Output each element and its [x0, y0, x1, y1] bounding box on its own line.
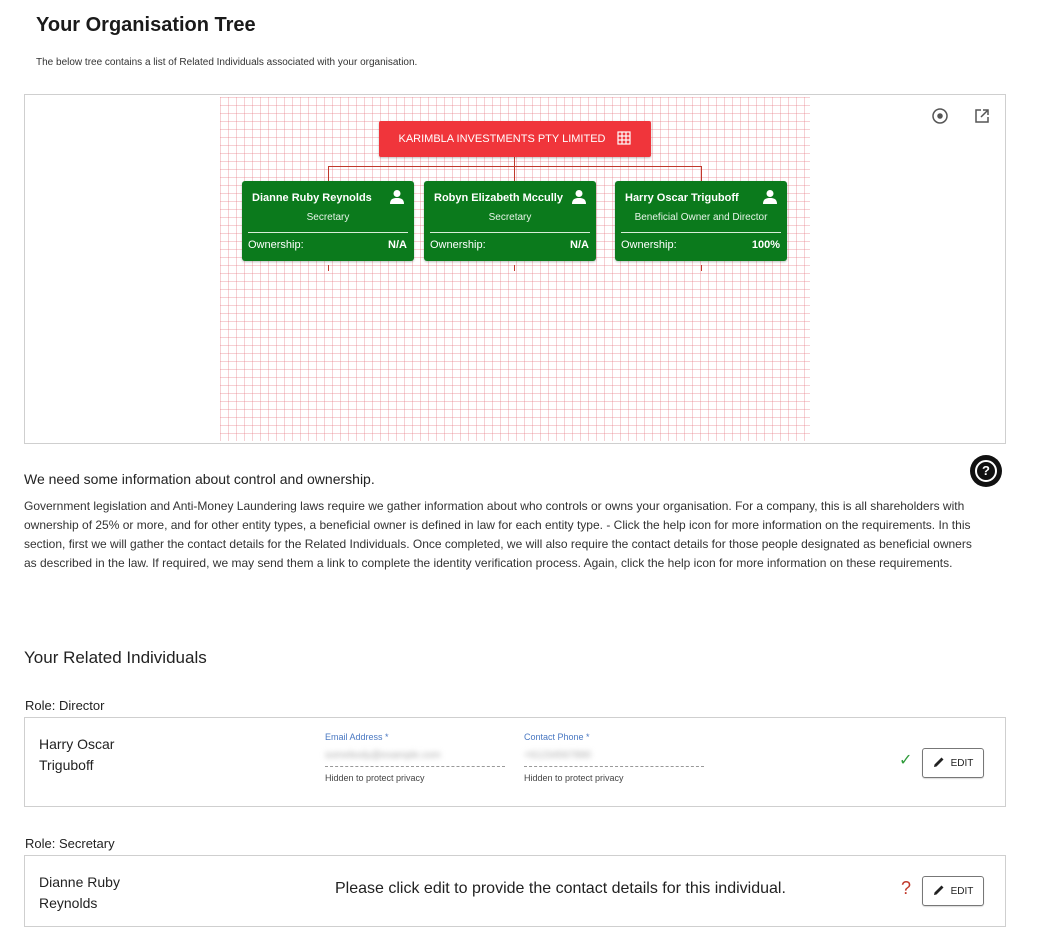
tree-node-role: Secretary — [306, 212, 350, 223]
connector-tail-1 — [328, 265, 329, 271]
connector-drop-2 — [514, 166, 515, 181]
phone-field[interactable] — [524, 732, 704, 783]
tree-node-person-1[interactable] — [242, 181, 414, 261]
individual-name: Harry Oscar Triguboff — [39, 736, 115, 773]
help-icon: ? — [975, 460, 997, 482]
org-node[interactable] — [379, 121, 651, 157]
org-node-label: KARIMBLA INVESTMENTS PTY LIMITED — [398, 133, 606, 145]
person-icon — [572, 189, 586, 205]
email-underline — [325, 766, 505, 767]
email-value-hidden: somebody@example.com — [325, 750, 441, 761]
edit-label: EDIT — [950, 885, 974, 897]
control-ownership-heading: We need some information about control and ownership. — [24, 471, 375, 487]
pencil-icon — [933, 756, 945, 771]
tree-node-divider — [248, 232, 408, 233]
tree-node-person-2[interactable] — [424, 181, 596, 261]
tree-node-divider — [621, 232, 781, 233]
building-icon — [616, 130, 632, 149]
phone-value-hidden: +61234567890 — [524, 750, 592, 761]
org-tree-panel[interactable] — [24, 94, 1006, 444]
tree-node-role: Beneficial Owner and Director — [634, 212, 768, 223]
email-label: Email Address * — [325, 732, 389, 742]
question-icon: ? — [901, 878, 912, 898]
target-icon[interactable] — [931, 107, 949, 125]
page-subtitle: The below tree contains a list of Related Individuals associated with your organisation. — [36, 57, 418, 68]
page-title: Your Organisation Tree — [36, 14, 256, 36]
tree-node-name: Robyn Elizabeth Mccully — [434, 192, 563, 204]
edit-button-director[interactable] — [922, 748, 984, 778]
tree-node-person-3[interactable] — [615, 181, 787, 261]
ownership-label: Ownership: — [430, 239, 486, 251]
email-hint: Hidden to protect privacy — [325, 773, 425, 783]
connector-horizontal — [328, 166, 702, 167]
ownership-value: N/A — [388, 239, 407, 251]
ownership-value: N/A — [570, 239, 589, 251]
ownership-label: Ownership: — [621, 239, 677, 251]
email-field[interactable] — [325, 732, 505, 783]
tree-node-name: Dianne Ruby Reynolds — [252, 192, 372, 204]
connector-tail-2 — [514, 265, 515, 271]
person-icon — [763, 189, 777, 205]
phone-underline — [524, 766, 704, 767]
check-icon: ✓ — [899, 752, 913, 769]
ownership-value: 100% — [751, 239, 780, 251]
related-individual-card-secretary — [24, 855, 1006, 927]
phone-hint: Hidden to protect privacy — [524, 773, 624, 783]
role-label-secretary: Role: Secretary — [25, 836, 115, 851]
tree-node-name: Harry Oscar Triguboff — [625, 192, 739, 204]
edit-label: EDIT — [950, 757, 974, 769]
edit-button-secretary[interactable] — [922, 876, 984, 906]
phone-label: Contact Phone * — [524, 732, 590, 742]
control-ownership-description: Government legislation and Anti-Money Laundering laws require we gather information about who controls or owns your organisation. For a company, this is all shareholders with ownership of 25% or more, and for other entity types, a beneficial owner is defined in law for each entity type. - Click the help icon for more information on the requirements. In this section, first we will gather the contact details for the Related Individuals. Once completed, we will also require the contact details for those people designated as beneficial owners as described in the law. If required, we may send them a link to complete the identity verification process. Again, click the help icon for more information on these requirements. — [24, 499, 972, 570]
pencil-icon — [933, 884, 945, 899]
tree-node-role: Secretary — [488, 212, 532, 223]
person-icon — [390, 189, 404, 205]
external-link-icon[interactable] — [973, 107, 991, 125]
connector-tail-3 — [701, 265, 702, 271]
ownership-label: Ownership: — [248, 239, 304, 251]
tree-node-divider — [430, 232, 590, 233]
individual-name: Dianne Ruby Reynolds — [39, 874, 120, 911]
connector-drop-3 — [701, 166, 702, 181]
contact-details-notice: Please click edit to provide the contact details for this individual. — [335, 880, 786, 897]
related-individuals-heading: Your Related Individuals — [24, 648, 207, 667]
related-individual-card-director — [24, 717, 1006, 807]
tree-grid-canvas[interactable] — [220, 97, 810, 441]
connector-drop-1 — [328, 166, 329, 181]
role-label-director: Role: Director — [25, 698, 105, 713]
help-button[interactable] — [970, 455, 1002, 487]
